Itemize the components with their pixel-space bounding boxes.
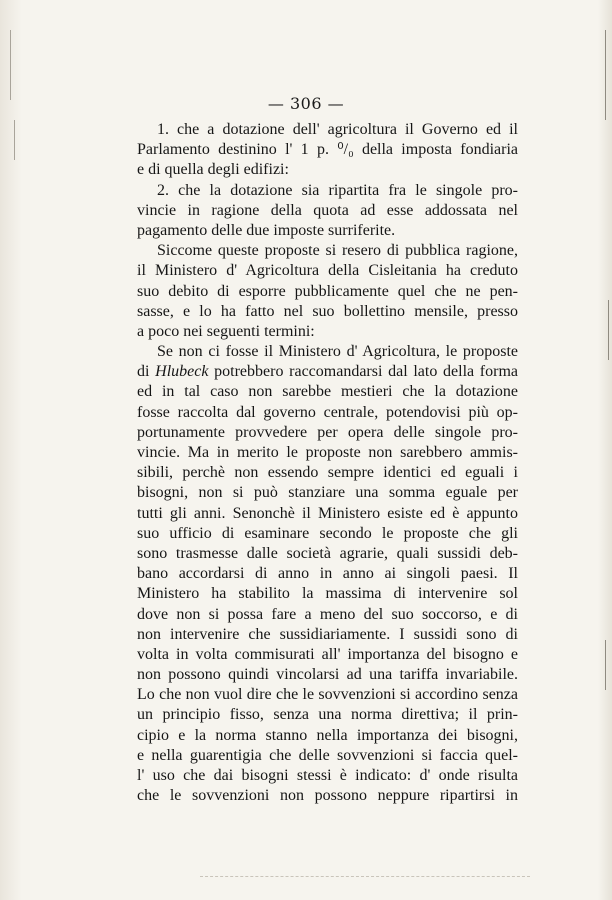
text-line: Se non ci fosse il Ministero d' Agricoltura, le proposte <box>157 343 518 361</box>
text-line: a poco nei seguenti termini: <box>137 322 315 340</box>
text-line: bano accordarsi di anno in anno ai singoli paesi. Il <box>137 565 518 583</box>
text-line: portunamente provvedere per opera delle singole pro- <box>137 423 518 441</box>
text-line: e di quella degli edifizi: <box>137 161 289 179</box>
text-line: Lo che non vuol dire che le sovvenzioni si accordino senza <box>137 686 518 704</box>
page-number: — 306 — <box>267 94 345 113</box>
text-line: Ministero ha stabilito la massima di intervenire sol <box>137 585 518 603</box>
text-line: e nella guarentigia che delle sovvenzioni si faccia quel- <box>137 746 518 764</box>
text-line: dove non si possa fare a meno del suo soccorso, e di <box>137 605 518 623</box>
text-line: non possono quindi vincolarsi ad una tariffa invariabile. <box>137 666 518 684</box>
text-line: sono trasmesse dalle società agrarie, quali sussidi deb- <box>137 544 518 562</box>
text-line: 1. che a dotazione dell' agricoltura il Governo ed il <box>157 121 518 138</box>
text-line: tutti gli anni. Senonchè il Ministero esiste ed è appunto <box>137 504 518 522</box>
text-line: vincie in ragione della quota ad esse addossata nel <box>137 201 518 219</box>
text-line: che le sovvenzioni non possono neppure ripartirsi in <box>137 787 518 805</box>
text-line: 2. che la dotazione sia ripartita fra le singole pro- <box>157 181 518 199</box>
text-line: sibili, perchè non essendo sempre identici ed eguali i <box>137 464 518 482</box>
text-line: un principio fisso, senza una norma direttiva; il prin- <box>137 706 518 724</box>
italic-name: Hlubeck <box>155 363 209 381</box>
text-line: ed in tal caso non sarebbe mestieri che la dotazione <box>137 383 518 401</box>
line-prefix: di <box>137 363 150 381</box>
text-line: non intervenire che sussidiariamente. I sussidi sono di <box>137 625 518 643</box>
text-line: fosse raccolta dal governo centrale, potendovisi più op- <box>137 403 518 421</box>
text-line: volta in volta commisurati all' importanza del bisogno e <box>137 645 518 663</box>
body-text <box>137 120 518 806</box>
text-line: bisogni, non si può stanziare una somma eguale per <box>137 484 518 502</box>
bottom-page-edge <box>200 876 530 878</box>
line-remainder: potrebbero raccomandarsi dal lato della forma <box>214 363 518 381</box>
text-line: pagamento delle due imposte surriferite. <box>137 221 396 239</box>
text-line: sasse, e lo ha fatto nel suo bollettino mensile, presso <box>137 302 518 320</box>
text-line: vincie. Ma in merito le proposte non sarebbero ammis- <box>137 444 518 461</box>
text-line: suo ufficio di esaminare secondo le proposte che gli <box>137 524 518 542</box>
text-line-with-name <box>137 362 518 382</box>
left-page-edge <box>0 0 22 900</box>
text-line: cipio e la norma stanno nella importanza dei bisogni, <box>137 726 518 744</box>
text-line: l' uso che dai bisogni stessi è indicato: d' onde risulta <box>137 767 518 784</box>
text-line: suo debito di esporre pubblicamente quel che ne pen- <box>137 282 518 300</box>
text-line: Siccome queste proposte si resero di pubblica ragione, <box>157 242 518 260</box>
text-line: il Ministero d' Agricoltura della Cisleitania ha creduto <box>137 262 518 280</box>
right-page-edge <box>598 0 612 900</box>
text-line: Parlamento destinino l' 1 p. ⁰/₀ della imposta fondiaria <box>137 141 518 159</box>
